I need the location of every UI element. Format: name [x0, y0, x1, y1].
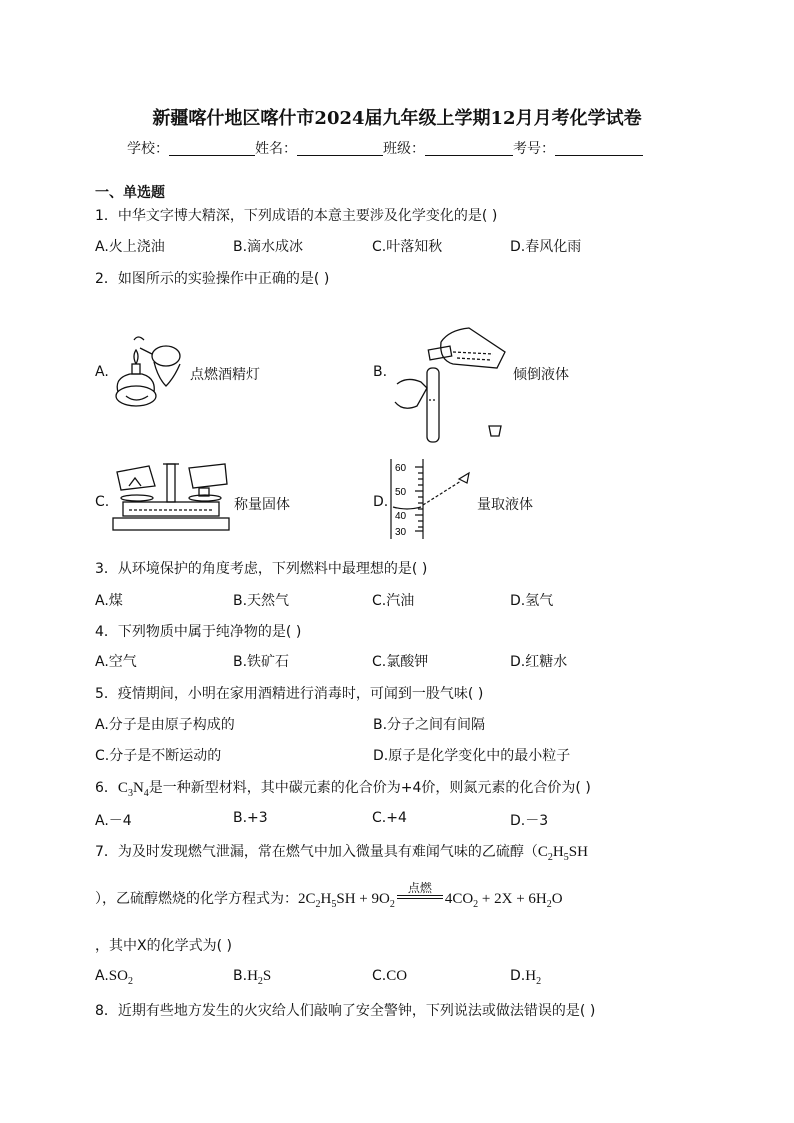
q6-stem-text: 是一种新型材料，其中碳元素的化合价为+4价，则氮元素的化合价为( ) — [148, 780, 591, 796]
q7-stem-line2 — [95, 881, 563, 910]
graduated-cylinder-reading-figure — [387, 457, 483, 541]
q2-option-a-caption: 点燃酒精灯 — [190, 367, 260, 383]
q3-option-c[interactable]: C.汽油 — [372, 593, 415, 609]
reaction-condition: 点燃 — [407, 881, 432, 895]
q2-option-d-letter[interactable]: D. — [373, 494, 389, 510]
q5-option-d[interactable]: D.原子是化学变化中的最小粒子 — [373, 748, 571, 764]
q1-option-c[interactable]: C.叶落知秋 — [372, 239, 443, 255]
q3-option-a[interactable]: A.煤 — [95, 593, 123, 609]
q4-option-a[interactable]: A.空气 — [95, 654, 137, 670]
student-info-row — [127, 138, 643, 158]
school-blank[interactable] — [169, 141, 255, 156]
exam-no-label: 考号： — [513, 141, 555, 157]
q7-stem-line3: ，其中X的化学式为( ) — [95, 938, 232, 954]
formula-h2s: $H_2S$ — [247, 968, 272, 987]
class-label: 班级： — [383, 141, 425, 157]
exam-no-blank[interactable] — [555, 141, 643, 156]
q6-option-d[interactable]: D.－3 — [510, 813, 549, 829]
q1-option-d[interactable]: D.春风化雨 — [510, 239, 582, 255]
formula-h2: $H_2$ — [525, 968, 542, 987]
formula-c3n4: $C_3N_4$ — [117, 780, 149, 799]
q7-option-b[interactable] — [233, 968, 271, 987]
q8-stem: 8．近期有些地方发生的火灾给人们敲响了安全警钟，下列说法或做法错误的是( ) — [95, 1003, 596, 1019]
q7-option-b-letter: B. — [233, 968, 248, 984]
q6-number: 6． — [95, 780, 118, 796]
q1-stem: 1．中华文字博大精深，下列成语的本意主要涉及化学变化的是( ) — [95, 208, 498, 224]
q7-option-c[interactable] — [372, 968, 407, 985]
cylinder-tick-60: 60 — [395, 463, 407, 474]
q7-option-d[interactable] — [510, 968, 541, 987]
q5-option-c[interactable]: C.分子是不断运动的 — [95, 748, 222, 764]
q2-option-c-caption: 称量固体 — [234, 497, 290, 513]
q5-option-b[interactable]: B.分子之间有间隔 — [373, 717, 486, 733]
q1-option-a[interactable]: A.火上浇油 — [95, 239, 165, 255]
q4-option-b[interactable]: B.铁矿石 — [233, 654, 290, 670]
q4-option-d[interactable]: D.红糖水 — [510, 654, 568, 670]
cylinder-tick-30: 30 — [395, 527, 407, 538]
q7-option-c-letter: C. — [372, 968, 387, 984]
q7-stem-text: 7．为及时发现燃气泄漏，常在燃气中加入微量具有难闻气味的乙硫醇（ — [95, 844, 538, 860]
q6-option-c[interactable]: C.+4 — [372, 810, 407, 826]
name-blank[interactable] — [297, 141, 383, 156]
q2-stem: 2．如图所示的实验操作中正确的是( ) — [95, 271, 330, 287]
q5-stem: 5．疫情期间，小明在家用酒精进行消毒时，可闻到一股气味( ) — [95, 686, 484, 702]
reaction-arrow — [397, 881, 443, 903]
balance-weighing-figure — [109, 458, 233, 534]
name-label: 姓名： — [255, 141, 297, 157]
q7-option-a-letter: A. — [95, 968, 109, 984]
q2-option-a-letter[interactable]: A. — [95, 364, 109, 380]
equation-products: $4CO_2 + 2X + 6H_2O$ — [444, 891, 563, 910]
q7-option-a[interactable] — [95, 968, 133, 987]
formula-co: CO — [386, 968, 408, 984]
formula-c2h5sh: $C_2H_5SH$ — [537, 844, 588, 863]
q6-option-a[interactable]: A.－4 — [95, 813, 132, 829]
q1-option-b[interactable]: B.滴水成冰 — [233, 239, 304, 255]
q2-option-b-caption: 倾倒液体 — [513, 367, 569, 383]
section-heading: 一、单选题 — [95, 185, 165, 201]
q2-option-d-caption: 量取液体 — [477, 497, 533, 513]
q7-stem-line1 — [95, 841, 588, 863]
cylinder-tick-50: 50 — [395, 487, 407, 498]
q6-stem — [95, 777, 591, 799]
q4-stem: 4．下列物质中属于纯净物的是( ) — [95, 624, 302, 640]
q7-option-d-letter: D. — [510, 968, 526, 984]
cylinder-tick-40: 40 — [395, 511, 407, 522]
equation-reactants: $2C_2H_5SH + 9O_2$ — [298, 891, 395, 910]
class-blank[interactable] — [425, 141, 513, 156]
q7-equation-intro: ），乙硫醇燃烧的化学方程式为： — [95, 891, 298, 907]
school-label: 学校： — [127, 141, 169, 157]
formula-so2: $SO_2$ — [108, 968, 133, 987]
q2-option-b-letter[interactable]: B. — [373, 364, 388, 380]
q6-option-b[interactable]: B.+3 — [233, 810, 268, 826]
q3-option-b[interactable]: B.天然气 — [233, 593, 290, 609]
q3-stem: 3．从环境保护的角度考虑，下列燃料中最理想的是( ) — [95, 561, 428, 577]
q5-option-a[interactable]: A.分子是由原子构成的 — [95, 717, 235, 733]
alcohol-lamp-lighting-figure — [108, 326, 188, 412]
page-title: 新疆喀什地区喀什市2024届九年级上学期12月月考化学试卷 — [152, 108, 642, 129]
q2-option-c-letter[interactable]: C. — [95, 494, 110, 510]
q3-option-d[interactable]: D.氢气 — [510, 593, 554, 609]
q4-option-c[interactable]: C.氯酸钾 — [372, 654, 429, 670]
pouring-liquid-figure — [393, 322, 511, 446]
